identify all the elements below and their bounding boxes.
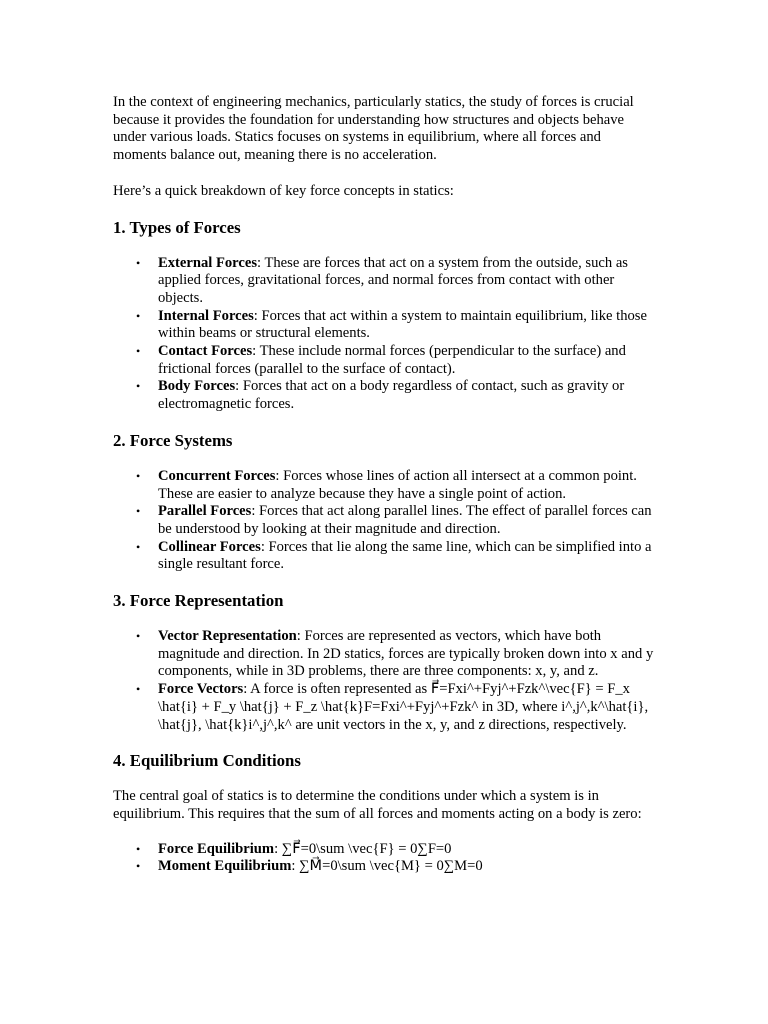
definition: : These include normal forces (perpendicular to the surface) and frictional forces (parallel to the surface of contact). bbox=[158, 343, 626, 377]
term: Collinear Forces bbox=[158, 538, 261, 555]
bullet-icon: • bbox=[136, 841, 141, 856]
term: Contact Forces bbox=[158, 343, 253, 360]
list-item bbox=[136, 628, 658, 681]
definition: : Forces that lie along the same line, which can be simplified into a single resultant force. bbox=[158, 538, 652, 573]
bullet-icon: • bbox=[136, 255, 141, 270]
list-item bbox=[136, 378, 658, 413]
bullet-icon: • bbox=[136, 859, 141, 874]
definition: : These are forces that act on a system from the outside, such as applied forces, gravitational forces, and normal forces from contact with other objects. bbox=[158, 254, 628, 306]
definition: : ∑F⃗=0\sum \vec{F} = 0∑F=0 bbox=[274, 840, 452, 857]
document-page bbox=[113, 94, 658, 893]
bullet-icon: • bbox=[136, 629, 141, 644]
bullet-icon: • bbox=[136, 539, 141, 554]
section-heading-force-systems: 2. Force Systems bbox=[113, 430, 233, 450]
bullet-icon: • bbox=[136, 344, 141, 359]
section-heading-equilibrium-conditions: 4. Equilibrium Conditions bbox=[113, 751, 301, 771]
list-item bbox=[136, 858, 658, 876]
definition: : A force is often represented as F⃗=Fxi^+Fyj^+Fzk^\vec{F} = F_x \hat{i} + F_y \hat{j} + F_z \hat{k}F=Fxi^+Fyj^+Fzk^ in 3D, where i^,j^,k^\hat{i}, \hat{j}, \hat{k}i^,j^,k^ are unit vectors in the x, y, and z directions, respectively. bbox=[158, 681, 649, 733]
list-item bbox=[136, 538, 658, 574]
term: Force Vectors bbox=[158, 681, 244, 698]
list-force-systems bbox=[113, 468, 658, 574]
section-heading-types-of-forces: 1. Types of Forces bbox=[113, 217, 241, 237]
section-heading-force-representation: 3. Force Representation bbox=[113, 591, 284, 611]
definition: : ∑M⃗=0\sum \vec{M} = 0∑M=0 bbox=[291, 858, 483, 875]
definition: : Forces that act within a system to maintain equilibrium, like those within beams or structural elements. bbox=[158, 307, 647, 342]
list-item bbox=[136, 307, 658, 343]
list-item bbox=[136, 254, 658, 308]
term: Concurrent Forces bbox=[158, 467, 276, 484]
term: Force Equilibrium bbox=[158, 840, 275, 857]
bullet-icon: • bbox=[136, 468, 141, 483]
term: Vector Representation bbox=[158, 628, 297, 645]
term: Body Forces bbox=[158, 378, 236, 395]
definition: : Forces whose lines of action all intersect at a common point. These are easier to analyze because they have a single point of action. bbox=[158, 467, 637, 502]
definition: : Forces that act along parallel lines. The effect of parallel forces can be understood by looking at their magnitude and direction. bbox=[158, 503, 652, 537]
bullet-icon: • bbox=[136, 504, 141, 519]
term: Parallel Forces bbox=[158, 503, 252, 520]
equilibrium-paragraph: The central goal of statics is to determine the conditions under which a system is in equilibrium. This requires that the sum of all forces and moments acting on a body is zero: bbox=[113, 788, 642, 822]
list-item bbox=[136, 467, 658, 503]
term: Moment Equilibrium bbox=[158, 858, 292, 875]
breakdown-paragraph: Here’s a quick breakdown of key force concepts in statics: bbox=[113, 182, 454, 199]
list-item bbox=[136, 681, 658, 734]
bullet-icon: • bbox=[136, 682, 141, 697]
definition: : Forces that act on a body regardless of contact, such as gravity or electromagnetic forces. bbox=[158, 378, 625, 413]
list-types-of-forces bbox=[113, 255, 658, 414]
list-item bbox=[136, 840, 658, 859]
bullet-icon: • bbox=[136, 308, 141, 323]
list-equilibrium-conditions bbox=[113, 841, 658, 876]
term: External Forces bbox=[158, 254, 258, 271]
bullet-icon: • bbox=[136, 379, 141, 394]
intro-paragraph: In the context of engineering mechanics, particularly statics, the study of forces is crucial because it provides the foundation for understanding how structures and objects behave under various loads. Statics focuses on systems in equilibrium, where all forces and moments balance out, meaning there is no acceleration. bbox=[113, 94, 634, 164]
list-item bbox=[136, 503, 658, 538]
list-force-representation bbox=[113, 628, 658, 734]
term: Internal Forces bbox=[158, 307, 254, 324]
definition: : Forces are represented as vectors, which have both magnitude and direction. In 2D statics, forces are typically broken down into x and y components, while in 3D problems, there are three components: x, y, and z. bbox=[158, 628, 654, 680]
list-item bbox=[136, 343, 658, 378]
